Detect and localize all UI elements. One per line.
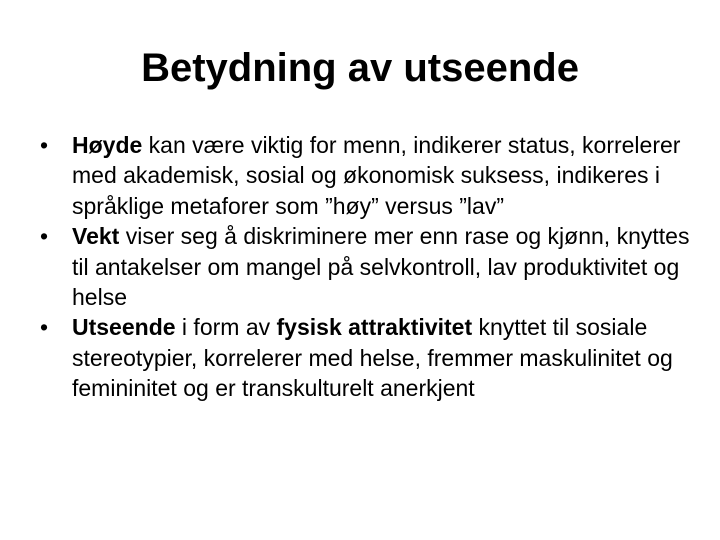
bullet-marker: • (40, 132, 49, 158)
bullet-list (36, 130, 696, 404)
bullet-text: viser seg å diskriminere mer enn rase og kjønn, knyttes til antakelser om mangel på selvkontroll, lav produktivitet og helse (72, 223, 690, 311)
bullet-marker: • (40, 223, 49, 250)
bullet-item-height (36, 130, 696, 221)
bullet-text: knyttet til sosiale stereotypier, korrelerer med helse, fremmer maskulinitet og femininitet og er transkulturelt anerkjent (72, 314, 673, 402)
slide-title: Betydning av utseende (141, 46, 579, 90)
bullet-marker: • (40, 314, 49, 341)
bullet-item-appearance (36, 312, 696, 403)
bullet-item-weight (36, 221, 696, 312)
bullet-keyword-secondary: fysisk attraktivitet (276, 314, 473, 341)
bullet-text: kan være viktig for menn, indikerer status, korrelerer med akademisk, sosial og økonomisk suksess, indikeres i språklige metaforer som ”høy” versus ”lav” (72, 132, 681, 219)
bullet-keyword: Høyde (72, 132, 143, 158)
bullet-keyword: Utseende (72, 314, 176, 341)
bullet-text: i form av (175, 314, 277, 341)
bullet-keyword: Vekt (72, 223, 120, 250)
